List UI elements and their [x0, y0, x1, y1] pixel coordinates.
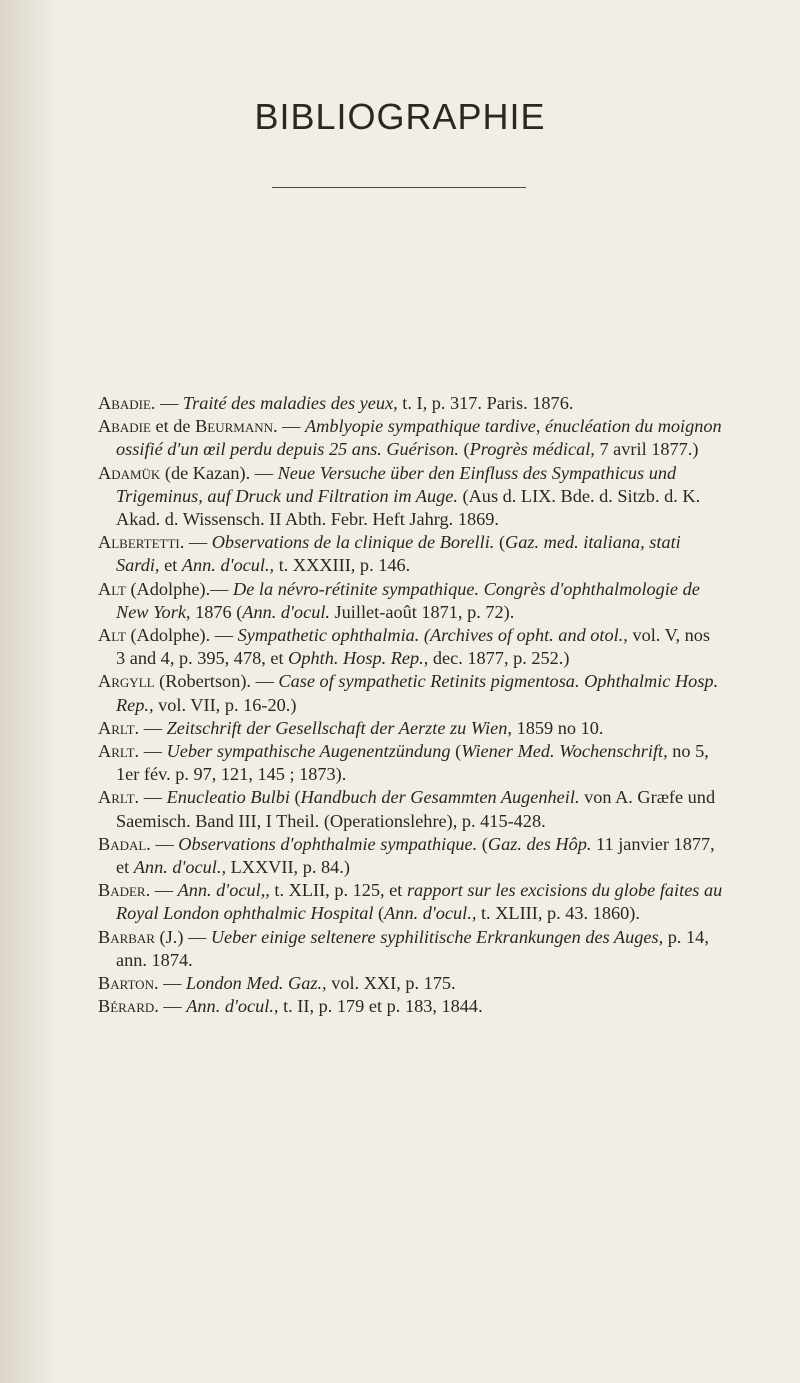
entry-text: (: [289, 787, 301, 808]
entry-author: Alt: [98, 578, 126, 599]
entry-text: (: [373, 903, 385, 924]
bibliography-entry: [98, 415, 723, 461]
entry-author: Albertetti.: [98, 532, 185, 553]
entry-text: vol. XXI, p. 175.: [326, 973, 456, 994]
title-rule: [272, 187, 526, 188]
page-edge-shadow: [0, 0, 60, 1383]
entry-text: t. I, p. 317. Paris. 1876.: [397, 393, 574, 413]
entry-title: Ueber einige seltenere syphilitische Erkrankungen des Auges,: [210, 926, 664, 947]
entry-text: vol. V, nos 3 and 4, p. 395, 478, et: [116, 625, 710, 669]
entry-title: Traité des maladies des yeux,: [182, 393, 398, 413]
entry-text: (: [450, 741, 462, 762]
entry-journal: Progrès médical,: [469, 439, 595, 460]
entry-title: De la névro-rétinite sympathique. Congrès d'ophthalmologie de New York,: [116, 578, 700, 622]
entry-journal: Ann. d'ocul.,: [181, 555, 275, 576]
entry-journal: Ann. d'ocul.,: [133, 857, 227, 878]
entry-text: Juillet-août 1871, p. 72).: [329, 601, 515, 622]
entry-title: Observations d'ophthalmie sympathique.: [178, 833, 478, 854]
entry-journal: London Med. Gaz.,: [185, 973, 327, 994]
entry-text: t. II, p. 179 et p. 183, 1844.: [278, 996, 483, 1017]
entry-author: Bérard.: [98, 996, 159, 1017]
entry-text: t. XLIII, p. 43. 1860).: [476, 903, 640, 924]
bibliography-entry: [98, 717, 723, 740]
bibliography-entry: [98, 578, 723, 624]
entry-text: —: [158, 996, 187, 1017]
entry-title: Case of sympathetic Retinits pigmentosa. Ophthalmic Hosp. Rep.,: [116, 671, 719, 715]
entry-text: (J.) —: [154, 926, 211, 947]
entry-author: Badal.: [98, 833, 151, 854]
entry-journal: Ann. d'ocul.,: [384, 903, 477, 924]
entry-title: Observations de la clinique de Borelli.: [211, 532, 495, 553]
entry-journal: Ophth. Hosp. Rep.,: [288, 648, 429, 669]
entry-text: et de: [150, 416, 196, 437]
entry-text: —: [139, 717, 167, 738]
entry-text: LXXVII, p. 84.): [226, 857, 350, 878]
entry-title: rapport sur les excisions du globe faites au Royal London ophthalmic Hospital: [116, 880, 723, 924]
entry-text: vol. VII, p. 16-20.): [153, 694, 297, 715]
bibliography-entry: [98, 879, 723, 925]
bibliography-entry: [98, 995, 723, 1018]
entry-journal: Ann. d'ocul,,: [177, 880, 270, 901]
entry-text: (Robertson). —: [154, 671, 279, 692]
bibliography-list: [98, 392, 723, 1018]
entry-text: —: [155, 393, 183, 413]
bibliography-entry: [98, 462, 723, 532]
entry-text: —: [277, 416, 306, 437]
entry-author: Arlt.: [98, 787, 140, 808]
page-title: BIBLIOGRAPHIE: [254, 96, 546, 137]
entry-text: 1859 no 10.: [512, 717, 604, 738]
bibliography-entry: [98, 670, 723, 716]
entry-author: Arlt.: [98, 717, 140, 738]
entry-text: —: [139, 741, 167, 762]
entry-text: et: [159, 555, 182, 576]
entry-journal: Gaz. med. italiana, stati Sardi,: [116, 532, 681, 576]
entry-text: (: [458, 439, 470, 460]
entry-text: (: [477, 833, 488, 854]
entry-text: (: [494, 532, 506, 553]
entry-text: (Adolphe). —: [125, 625, 238, 646]
entry-author: Barbar: [98, 926, 155, 947]
entry-title: Sympathetic ophthalmia. (Archives of opht. and otol.,: [237, 625, 628, 646]
entry-title: Zeitschrift der Gesellschaft der Aerzte zu Wien,: [166, 717, 513, 738]
entry-author: Alt: [98, 625, 126, 646]
entry-author: Arlt.: [98, 741, 140, 762]
entry-text: —: [150, 880, 178, 901]
entry-text: —: [158, 973, 186, 994]
entry-author: Beurmann.: [195, 416, 278, 437]
entry-journal: Wiener Med. Wochenschrift,: [461, 741, 668, 762]
entry-title: Ueber sympathische Augenentzündung: [166, 741, 451, 762]
entry-title: Neue Versuche über den Einfluss des Sympathicus und Trigeminus, auf Druck und Filtration im Auge.: [116, 462, 677, 506]
entry-title: Enucleatio Bulbi: [166, 787, 290, 808]
entry-journal: Handbuch der Gesammten Augenheil.: [300, 787, 580, 808]
entry-text: von A. Græfe und Saemisch. Band III, I Theil. (Operationslehre), p. 415-428.: [116, 787, 716, 831]
bibliography-entry: [98, 624, 723, 670]
bibliography-entry: [98, 972, 723, 995]
entry-text: 7 avril 1877.): [594, 439, 699, 460]
entry-author: Abadie.: [98, 393, 156, 413]
bibliography-entry: [98, 926, 723, 972]
entry-text: —: [150, 833, 179, 854]
entry-text: t. XXXIII, p. 146.: [274, 555, 411, 576]
bibliography-entry: [98, 740, 723, 786]
bibliography-entry: [98, 392, 723, 415]
entry-text: —: [139, 787, 167, 808]
entry-author: Barton.: [98, 973, 159, 994]
entry-text: t. XLII, p. 125, et: [269, 880, 407, 901]
entry-author: Adamük: [98, 462, 161, 483]
entry-text: dec. 1877, p. 252.): [428, 648, 570, 669]
bibliography-entry: [98, 833, 723, 879]
entry-text: (Aus d. LIX. Bde. d. Sitzb. d. K. Akad. d. Wissensch. II Abth. Febr. Heft Jahrg. 1869.: [116, 485, 701, 530]
entry-text: p. 14, ann. 1874.: [116, 926, 709, 970]
entry-text: —: [184, 532, 212, 553]
entry-text: no 5, 1er fév. p. 97, 121, 145 ; 1873).: [116, 741, 709, 785]
entry-journal: Ann. d'ocul.,: [186, 996, 279, 1017]
bibliography-entry: [98, 531, 723, 577]
entry-text: (de Kazan). —: [160, 462, 278, 483]
entry-text: 11 janvier 1877, et: [116, 833, 715, 878]
bibliography-entry: [98, 786, 723, 832]
entry-journal: Gaz. des Hôp.: [487, 833, 592, 854]
entry-journal: Ann. d'ocul.: [242, 601, 330, 622]
entry-text: 1876 (: [190, 601, 243, 622]
entry-author: Bader.: [98, 880, 151, 901]
entry-text: (Adolphe).—: [125, 578, 234, 599]
entry-author: Abadie: [98, 416, 151, 437]
entry-author: Argyll: [98, 671, 155, 692]
entry-title: Amblyopie sympathique tardive, énucléation du moignon ossifié d'un œil perdu depuis 25 ans. Guérison.: [116, 416, 722, 460]
